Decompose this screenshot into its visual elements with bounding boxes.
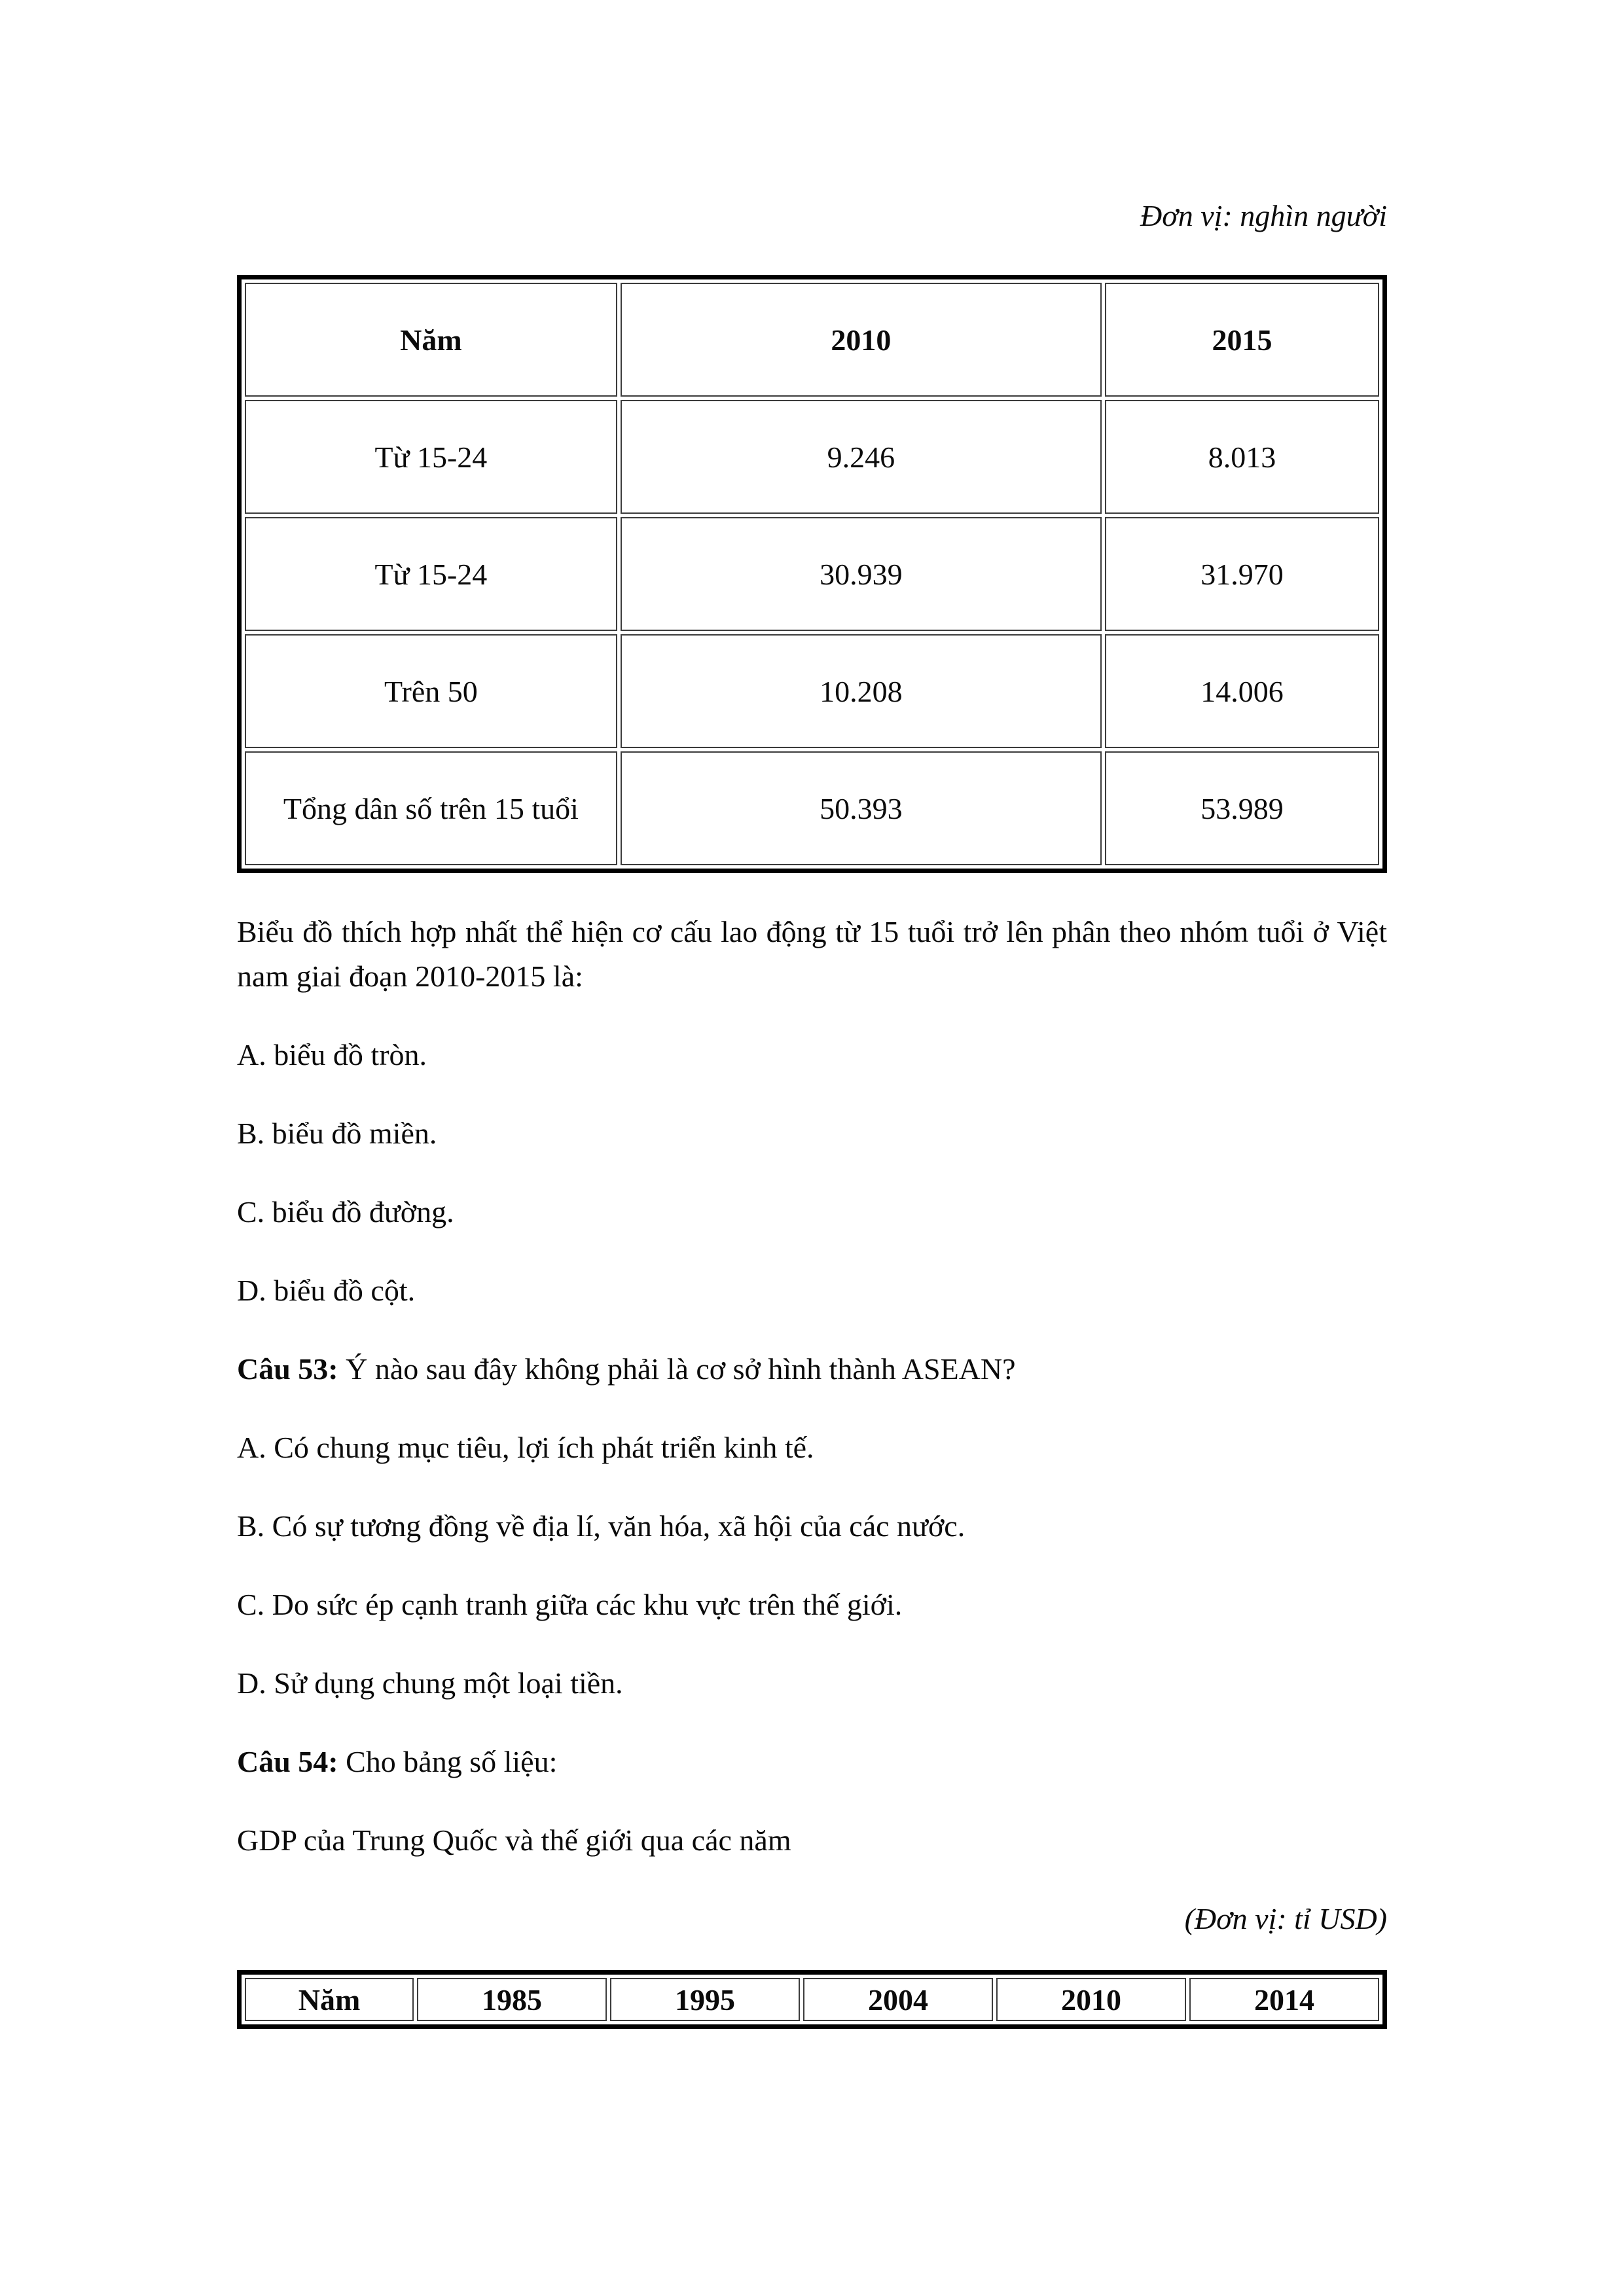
table-header-cell: 2015 [1105, 283, 1379, 397]
table2-unit-label: (Đơn vị: tỉ USD) [1184, 1902, 1387, 1935]
table-header-cell: 1995 [610, 1978, 800, 2021]
table-cell: 30.939 [621, 517, 1102, 631]
gdp-table [237, 1970, 1387, 2029]
table-header-cell: 2004 [803, 1978, 993, 2021]
question-53-option-b: B. Có sự tương đồng về địa lí, văn hóa, xã hội của các nước. [237, 1509, 965, 1543]
question-53 [237, 1347, 1387, 1391]
table-header-cell: 1985 [417, 1978, 607, 2021]
question-53-option-a: A. Có chung mục tiêu, lợi ích phát triển kinh tế. [237, 1431, 814, 1464]
table-cell: 53.989 [1105, 751, 1379, 865]
table-row [245, 400, 1379, 514]
table-header-row [245, 1978, 1379, 2021]
table-cell: 9.246 [621, 400, 1102, 514]
question-52-option-c: C. biểu đồ đường. [237, 1195, 454, 1229]
table-header-cell: Năm [245, 283, 617, 397]
table-header-cell: 2010 [621, 283, 1102, 397]
question-54-subtitle: GDP của Trung Quốc và thế giới qua các năm [237, 1823, 791, 1857]
question-53-stem: Ý nào sau đây không phải là cơ sở hình thành ASEAN? [346, 1352, 1016, 1386]
question-52-option-b: B. biểu đồ miền. [237, 1117, 437, 1150]
table-row [245, 751, 1379, 865]
table-row [245, 634, 1379, 748]
labor-population-table [237, 275, 1387, 873]
table-cell: 14.006 [1105, 634, 1379, 748]
question-53-option-c: C. Do sức ép cạnh tranh giữa các khu vực trên thế giới. [237, 1588, 903, 1621]
table-cell: 50.393 [621, 751, 1102, 865]
table-row [245, 517, 1379, 631]
question-54 [237, 1740, 1387, 1784]
table-cell: Trên 50 [245, 634, 617, 748]
table-cell: Tổng dân số trên 15 tuổi [245, 751, 617, 865]
table-cell: 8.013 [1105, 400, 1379, 514]
question-52-option-d: D. biểu đồ cột. [237, 1274, 416, 1307]
question-53-label: Câu 53: [237, 1352, 338, 1386]
table-header-cell: Năm [245, 1978, 414, 2021]
table-header-cell: 2014 [1189, 1978, 1379, 2021]
table-cell: 10.208 [621, 634, 1102, 748]
table-header-row [245, 283, 1379, 397]
question-54-stem: Cho bảng số liệu: [346, 1745, 558, 1778]
question-53-option-d: D. Sử dụng chung một loại tiền. [237, 1666, 623, 1700]
table-header-cell: 2010 [996, 1978, 1186, 2021]
question-52-stem: Biểu đồ thích hợp nhất thể hiện cơ cấu lao động từ 15 tuổi trở lên phân theo nhóm tuổi ở Việt nam giai đoạn 2010-2015 là: [237, 915, 1387, 993]
table-cell: 31.970 [1105, 517, 1379, 631]
table-cell: Từ 15-24 [245, 400, 617, 514]
table1-unit-label: Đơn vị: nghìn người [1140, 199, 1387, 232]
question-54-label: Câu 54: [237, 1745, 338, 1778]
table-cell: Từ 15-24 [245, 517, 617, 631]
question-52-option-a: A. biểu đồ tròn. [237, 1038, 427, 1071]
